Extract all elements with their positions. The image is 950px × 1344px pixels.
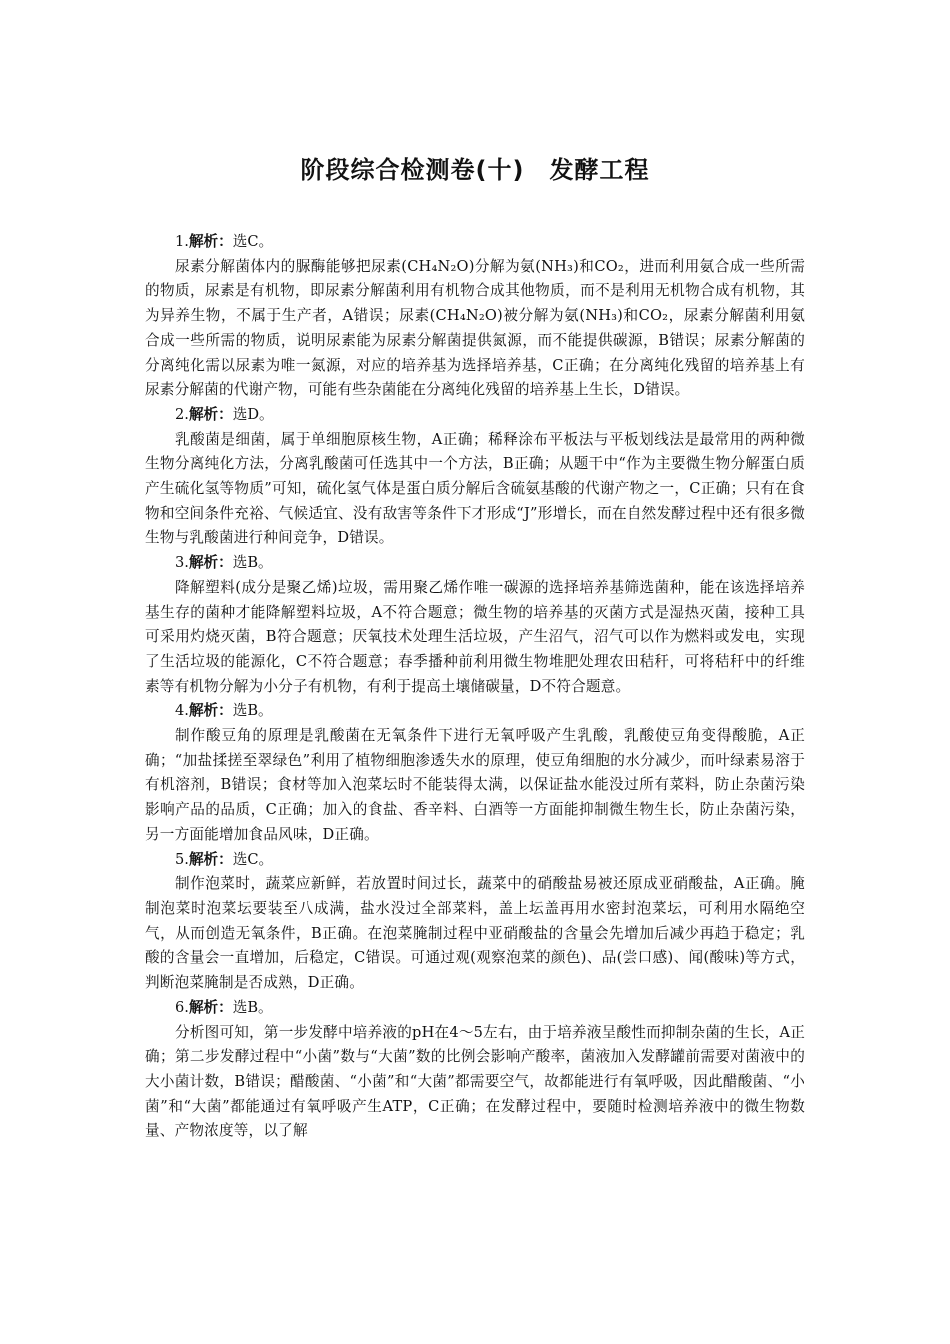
analysis-text: 降解塑料(成分是聚乙烯)垃圾，需用聚乙烯作唯一碳源的选择培养基筛选菌种，能在该选择培养基生存的菌种才能降解塑料垃圾，A不符合题意；微生物的培养基的灭菌方式是湿热灭菌，接种工具可采用灼烧灭菌，B符合题意；厌氧技术处理生活垃圾，产生沼气，沼气可以作为燃料或发电，实现了生活垃圾的能源化，C不符合题意；春季播种前利用微生物堆肥处理农田秸秆，可将秸秆中的纤维素等有机物分解为小分子有机物，有利于提高土壤储碳量，D不符合题意。 xyxy=(145,578,805,695)
answer-item xyxy=(145,699,805,847)
answer-heading xyxy=(145,551,805,576)
analysis-label: 解析： xyxy=(188,405,233,423)
answer-number: 3. xyxy=(175,554,189,572)
analysis-text: 制作泡菜时，蔬菜应新鲜，若放置时间过长，蔬菜中的硝酸盐易被还原成亚硝酸盐，A正确。腌制泡菜时泡菜坛要装至八成满，盐水没过全部菜料，盖上坛盖再用水密封泡菜坛，可利用水隔绝空气，从而创造无氧条件，B正确。在泡菜腌制过程中亚硝酸盐的含量会先增加后减少再趋于稳定；乳酸的含量会一直增加，后稳定，C错误。可通过观(观察泡菜的颜色)、品(尝口感)、闻(酸味)等方式，判断泡菜腌制是否成熟，D正确。 xyxy=(145,875,805,992)
answer-choice: 选B。 xyxy=(232,702,273,720)
answer-item xyxy=(145,551,805,699)
answer-heading xyxy=(145,848,805,873)
answer-item xyxy=(145,996,805,1144)
answer-number: 4. xyxy=(175,702,189,720)
answer-number: 2. xyxy=(175,405,189,423)
answer-item xyxy=(145,230,805,403)
analysis-text: 分析图可知，第一步发酵中培养液的pH在4～5左右，由于培养液呈酸性而抑制杂菌的生长，A正确；第二步发酵过程中“小菌”数与“大菌”数的比例会影响产酸率，菌液加入发酵罐前需要对菌液中的大小菌计数，B错误；醋酸菌、“小菌”和“大菌”都需要空气，故都能进行有氧呼吸，因此醋酸菌、“小菌”和“大菌”都能通过有氧呼吸产生ATP，C正确；在发酵过程中，要随时检测培养液中的微生物数量、产物浓度等，以了解 xyxy=(145,1023,805,1140)
answer-item xyxy=(145,403,805,551)
answer-choice: 选B。 xyxy=(232,998,273,1016)
answer-heading xyxy=(145,230,805,255)
analysis-text: 尿素分解菌体内的脲酶能够把尿素(CH₄N₂O)分解为氨(NH₃)和CO₂，进而利用氨合成一些所需的物质，尿素是有机物，即尿素分解菌利用有机物合成其他物质，而不是利用无机物合成有机物，其为异养生物，不属于生产者，A错误；尿素(CH₄N₂O)被分解为氨(NH₃)和CO₂，尿素分解菌利用氨合成一些所需的物质，说明尿素能为尿素分解菌提供氮源，而不能提供碳源，B错误；尿素分解菌的分离纯化需以尿素为唯一氮源，对应的培养基为选择培养基，C正确；在分离纯化残留的培养基上有尿素分解菌的代谢产物，可能有些杂菌能在分离纯化残留的培养基上生长，D错误。 xyxy=(145,257,805,399)
answer-choice: 选C。 xyxy=(232,233,274,250)
analysis-text: 制作酸豆角的原理是乳酸菌在无氧条件下进行无氧呼吸产生乳酸，乳酸使豆角变得酸脆，A正确；“加盐揉搓至翠绿色”利用了植物细胞渗透失水的原理，使豆角细胞的水分减少，而叶绿素易溶于有机溶剂，B错误；食材等加入泡菜坛时不能装得太满，以保证盐水能没过所有菜料，防止杂菌污染影响产品的品质，C正确；加入的食盐、香辛料、白酒等一方面能抑制微生物生长，防止杂菌污染，另一方面能增加食品风味，D正确。 xyxy=(145,727,805,843)
document-title: 阶段综合检测卷(十) 发酵工程 xyxy=(300,156,650,184)
answer-heading xyxy=(145,403,805,428)
analysis-label: 解析： xyxy=(188,233,233,250)
answer-heading xyxy=(145,996,805,1021)
answer-number: 5. xyxy=(175,850,189,868)
answer-heading xyxy=(145,699,805,724)
answer-number: 1. xyxy=(175,233,189,250)
answer-choice: 选D。 xyxy=(232,405,274,423)
analysis-label: 解析： xyxy=(188,850,233,868)
answer-item xyxy=(145,848,805,996)
analysis-text: 乳酸菌是细菌，属于单细胞原核生物，A正确；稀释涂布平板法与平板划线法是最常用的两种微生物分离纯化方法，分离乳酸菌可任选其中一个方法，B正确；从题干中“作为主要微生物分解蛋白质产生硫化氢等物质”可知，硫化氢气体是蛋白质分解后含硫氨基酸的代谢产物之一，C正确；只有在食物和空间条件充裕、气候适宜、没有敌害等条件下才形成“J”形增长，而在自然发酵过程中还有很多微生物与乳酸菌进行种间竞争，D错误。 xyxy=(145,430,805,547)
answer-choice: 选C。 xyxy=(232,850,274,868)
answer-choice: 选B。 xyxy=(232,554,273,572)
analysis-label: 解析： xyxy=(188,998,233,1016)
analysis-label: 解析： xyxy=(188,702,233,720)
analysis-label: 解析： xyxy=(188,554,233,572)
answer-list xyxy=(145,230,805,1144)
answer-number: 6. xyxy=(175,998,189,1016)
